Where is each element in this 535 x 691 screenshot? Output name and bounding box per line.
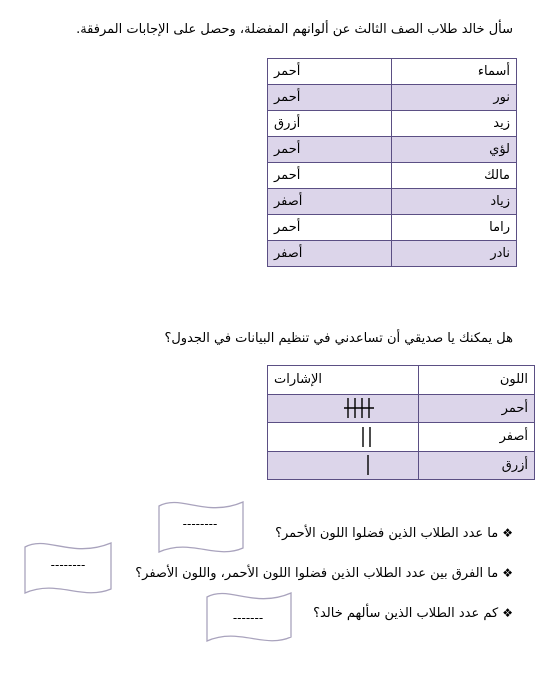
student-name: زياد xyxy=(392,189,517,215)
table-header-row xyxy=(268,366,535,395)
student-color: أحمر xyxy=(268,163,392,189)
answer-blank: -------- xyxy=(50,558,86,572)
student-name: زيد xyxy=(392,111,517,137)
color-name: أحمر xyxy=(419,394,535,423)
organize-question: هل يمكنك يا صديقي أن تساعدني في تنظيم البيانات في الجدول؟ xyxy=(164,331,513,346)
answer-box-total[interactable] xyxy=(204,587,294,649)
header-name: أسماء xyxy=(392,59,517,85)
student-name: راما xyxy=(392,215,517,241)
table-row xyxy=(268,189,517,215)
bullet-icon: ❖ xyxy=(502,526,513,540)
tally-marks xyxy=(359,426,407,448)
answer-blank: ------- xyxy=(232,611,264,625)
student-color: أحمر xyxy=(268,137,392,163)
intro-text: سأل خالد طلاب الصف الثالث عن ألوانهم المفضلة، وحصل على الإجابات المرفقة. xyxy=(76,22,513,37)
student-color: أزرق xyxy=(268,111,392,137)
bullet-icon: ❖ xyxy=(502,606,513,620)
tally-cell xyxy=(268,451,419,480)
student-color: أحمر xyxy=(268,215,392,241)
answer-box-difference[interactable] xyxy=(22,537,114,601)
table-header-row xyxy=(268,59,517,85)
table-row xyxy=(268,85,517,111)
student-color: أصفر xyxy=(268,189,392,215)
tally-cell xyxy=(268,394,419,423)
bullet-icon: ❖ xyxy=(502,566,513,580)
question-item xyxy=(313,606,513,621)
table-row xyxy=(268,111,517,137)
tally-marks xyxy=(364,454,412,476)
table-row xyxy=(268,215,517,241)
answer-box-red[interactable] xyxy=(156,496,246,560)
answer-blank: -------- xyxy=(182,517,218,531)
table-row xyxy=(268,394,535,423)
table-row xyxy=(268,451,535,480)
question-text: كم عدد الطلاب الذين سألهم خالد؟ xyxy=(313,606,499,621)
table-row xyxy=(268,423,535,452)
color-name: أزرق xyxy=(419,451,535,480)
student-name: مالك xyxy=(392,163,517,189)
tally-marks xyxy=(344,397,392,419)
tally-table xyxy=(267,365,535,480)
header-color: أحمر xyxy=(268,59,392,85)
student-name: نور xyxy=(392,85,517,111)
header-tally: الإشارات xyxy=(268,366,419,395)
color-name: أصفر xyxy=(419,423,535,452)
table-row xyxy=(268,137,517,163)
student-name: لؤي xyxy=(392,137,517,163)
question-item xyxy=(275,526,513,541)
survey-table xyxy=(267,58,517,267)
tally-cell xyxy=(268,423,419,452)
header-color: اللون xyxy=(419,366,535,395)
table-row xyxy=(268,241,517,267)
table-row xyxy=(268,163,517,189)
question-item xyxy=(135,566,513,581)
question-text: ما عدد الطلاب الذين فضلوا اللون الأحمر؟ xyxy=(275,526,499,541)
student-color: أصفر xyxy=(268,241,392,267)
question-text: ما الفرق بين عدد الطلاب الذين فضلوا اللون الأحمر، واللون الأصفر؟ xyxy=(135,566,499,581)
student-color: أحمر xyxy=(268,85,392,111)
student-name: نادر xyxy=(392,241,517,267)
